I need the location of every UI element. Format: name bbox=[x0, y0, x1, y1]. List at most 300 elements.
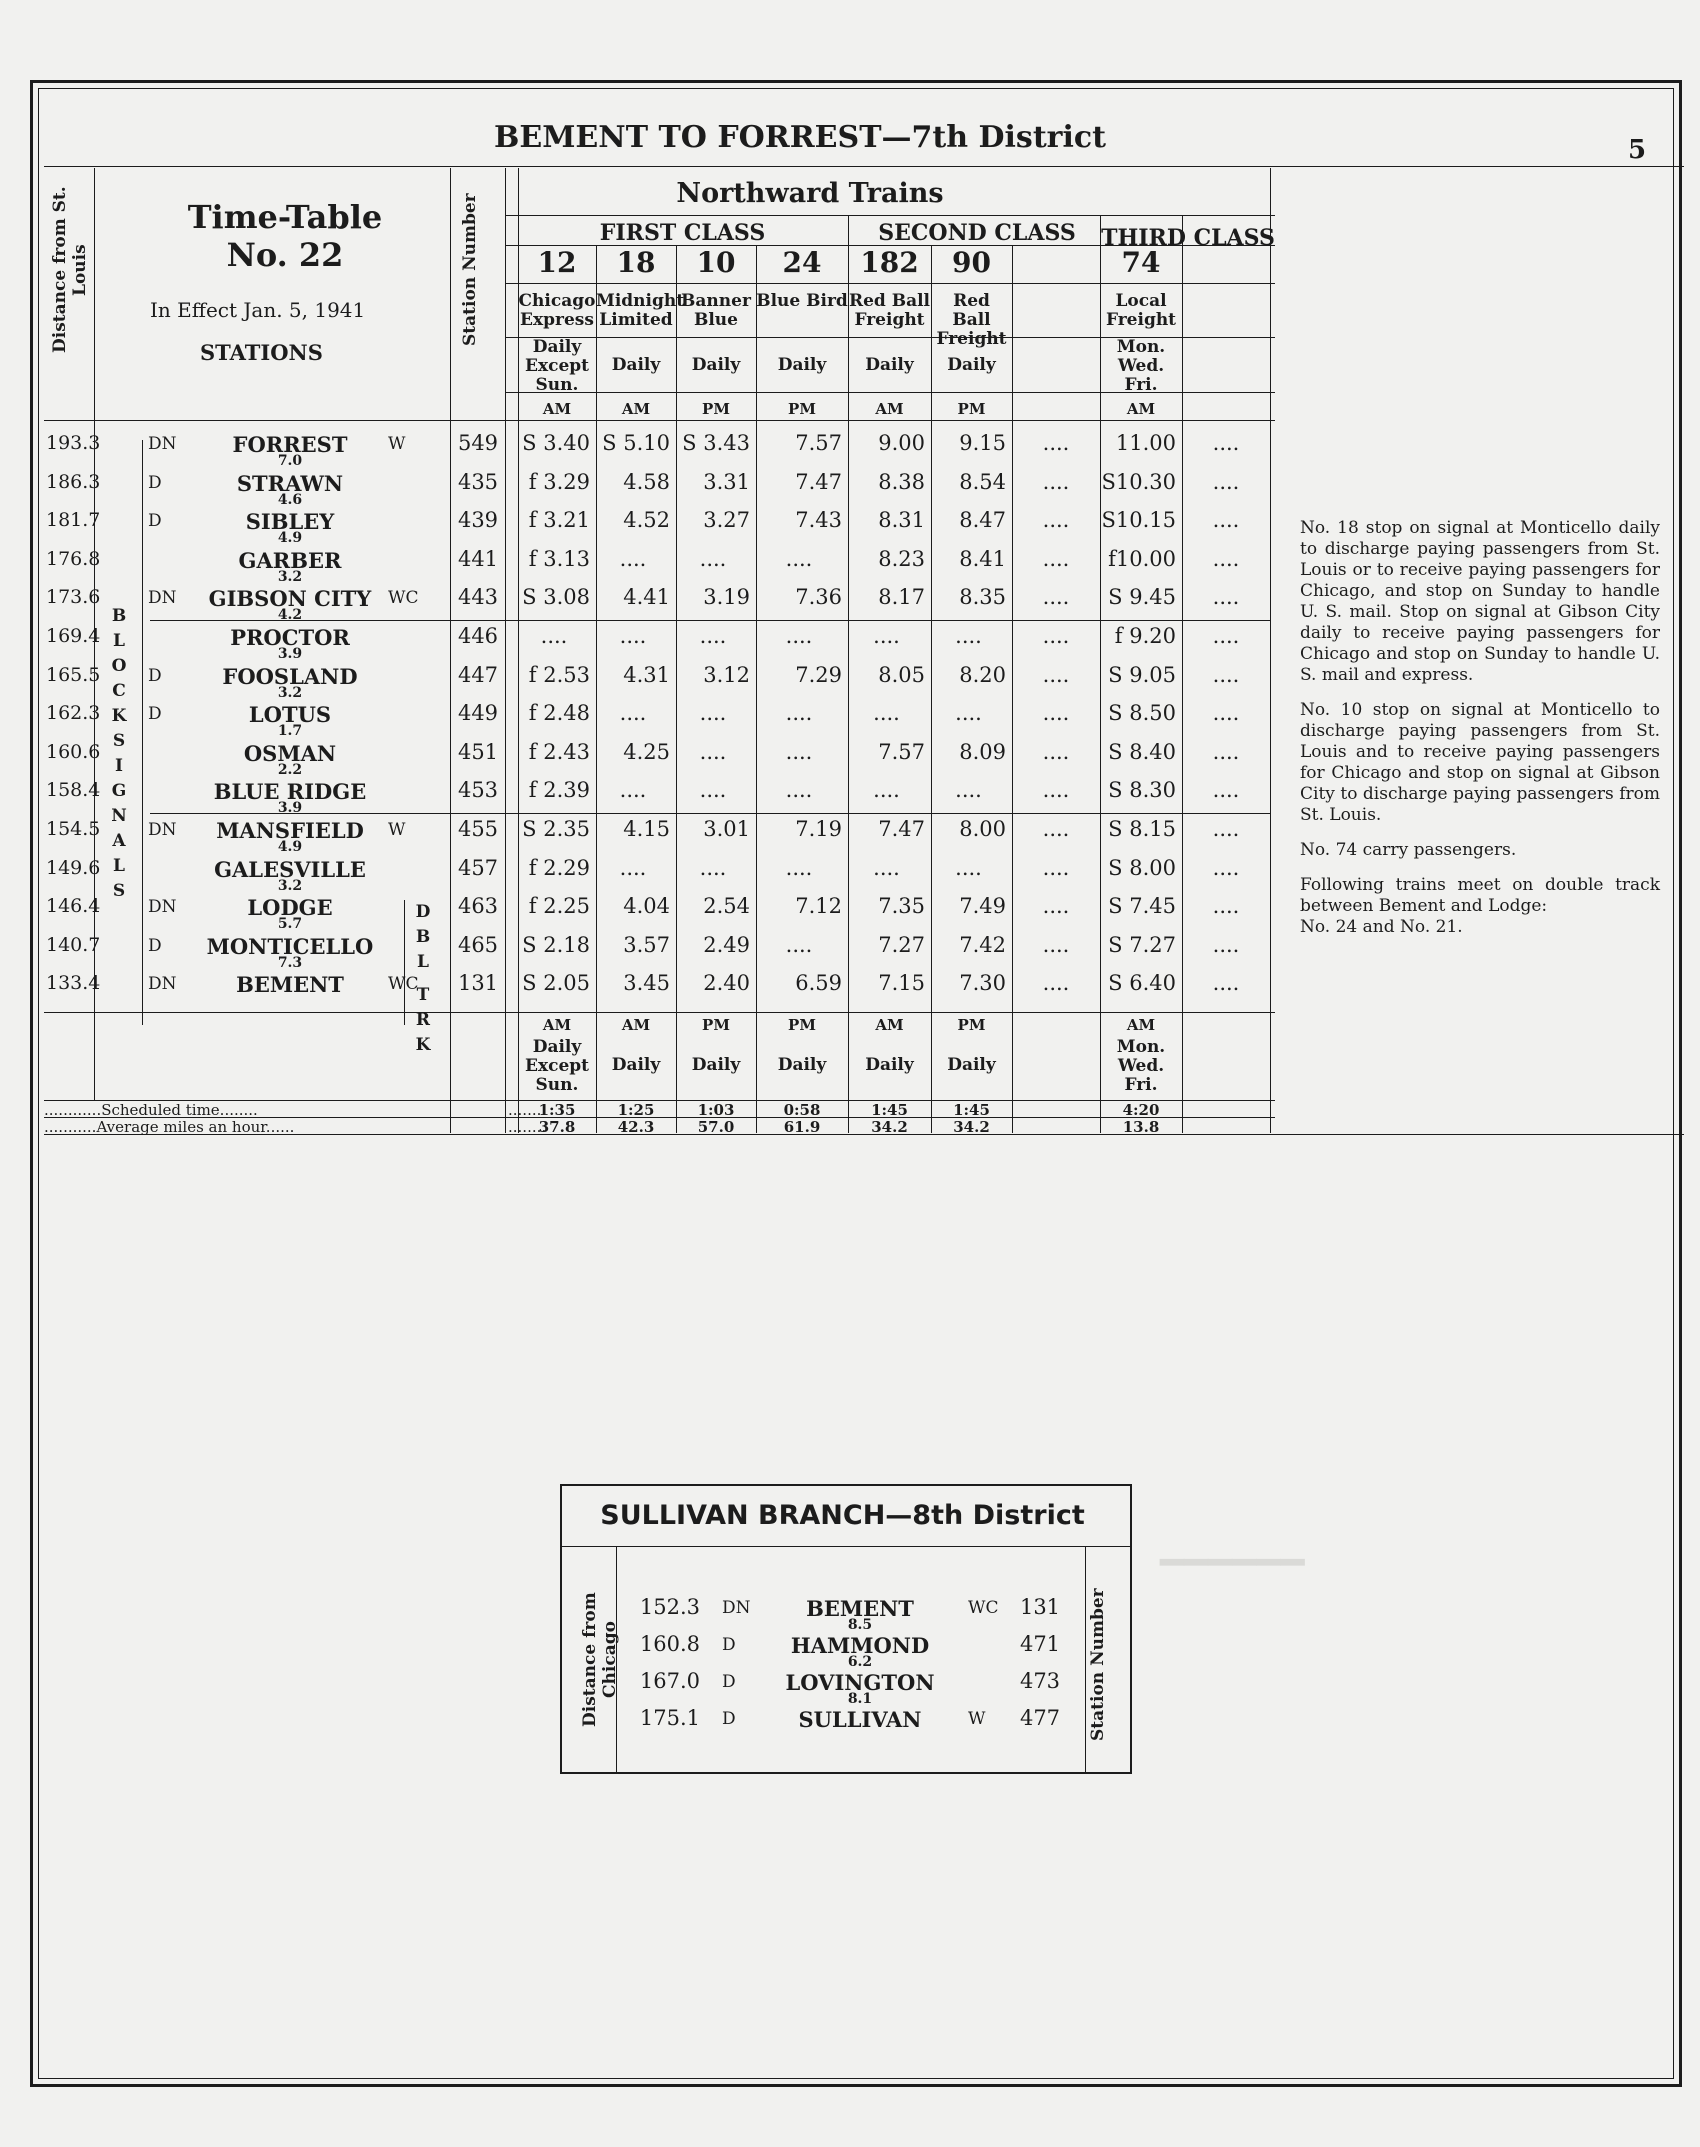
distance-from-label: Distance from St. Louis bbox=[50, 186, 90, 354]
train-ampm-top-0: AM bbox=[542, 400, 572, 418]
train-time: .... bbox=[955, 778, 982, 803]
train-time: 7.57 bbox=[795, 431, 842, 455]
train-days-4: Daily bbox=[865, 355, 914, 375]
train-ampm-top-4: AM bbox=[875, 400, 904, 418]
scheduled-time-1: 1:25 bbox=[617, 1101, 655, 1119]
train-days-bottom-4: Daily bbox=[865, 1055, 914, 1075]
sullivan-title: SULLIVAN BRANCH—8th District bbox=[600, 1500, 1085, 1531]
blank-column-dots: .... bbox=[1042, 701, 1070, 726]
train-time: S 8.30 bbox=[1108, 778, 1176, 803]
train-time: 7.43 bbox=[795, 508, 842, 533]
blank-column-dots: .... bbox=[1212, 546, 1240, 571]
stations-heading: STATIONS bbox=[200, 340, 323, 365]
train-time: 8.38 bbox=[878, 469, 925, 494]
train-ampm-bottom-2: PM bbox=[702, 1016, 730, 1034]
train-time: .... bbox=[699, 855, 727, 880]
block-letter: L bbox=[113, 631, 125, 651]
sullivan-distance: 167.0 bbox=[639, 1669, 700, 1693]
station-number: 131 bbox=[457, 971, 499, 996]
train-time: S 9.45 bbox=[1108, 585, 1176, 610]
station-office-code: D bbox=[148, 935, 162, 956]
train-time: 8.23 bbox=[878, 546, 925, 571]
station-distance: 186.3 bbox=[46, 470, 101, 493]
train-time: S 2.18 bbox=[522, 932, 590, 957]
segment-miles: 4.9 bbox=[277, 530, 303, 547]
train-time: .... bbox=[699, 739, 727, 764]
train-time: 4.31 bbox=[623, 662, 670, 687]
sullivan-segment-miles: 6.2 bbox=[847, 1654, 873, 1670]
station-office-code: D bbox=[148, 511, 162, 532]
train-ampm-bottom-3: PM bbox=[788, 1016, 816, 1034]
train-time: f 2.25 bbox=[528, 894, 590, 919]
segment-miles: 3.9 bbox=[277, 646, 303, 662]
station-name: BLUE RIDGE bbox=[213, 779, 367, 805]
station-distance: 176.8 bbox=[46, 547, 101, 570]
station-number: 447 bbox=[457, 662, 499, 687]
train-time: .... bbox=[699, 546, 727, 571]
train-time: 8.31 bbox=[878, 508, 925, 533]
train-time: f 3.21 bbox=[528, 508, 590, 533]
segment-miles: 2.2 bbox=[277, 761, 303, 778]
dbl-letter: K bbox=[415, 1035, 431, 1055]
blank-column-dots: .... bbox=[1212, 662, 1240, 687]
train-time: 4.15 bbox=[623, 817, 670, 841]
station-name: LODGE bbox=[247, 895, 333, 921]
dbl-letter: L bbox=[417, 952, 429, 972]
train-days-bottom-1: Daily bbox=[611, 1055, 661, 1075]
train-days-6: Mon. Wed. Fri. bbox=[1116, 337, 1166, 395]
train-time: .... bbox=[785, 932, 813, 957]
train-time: .... bbox=[619, 701, 647, 726]
station-number: 463 bbox=[457, 894, 499, 919]
segment-miles: 7.0 bbox=[277, 453, 303, 469]
station-name: PROCTOR bbox=[230, 625, 350, 650]
blank-column-dots: .... bbox=[1212, 624, 1240, 648]
station-distance: 165.5 bbox=[46, 663, 101, 686]
station-office-code: D bbox=[148, 665, 162, 686]
station-number: 455 bbox=[457, 817, 499, 841]
col-div-3 bbox=[676, 245, 677, 1133]
train-number-6: 74 bbox=[1121, 246, 1161, 279]
station-name: GALESVILLE bbox=[214, 856, 366, 882]
segment-miles: 1.7 bbox=[277, 723, 303, 740]
timetable-line1: Time-Table bbox=[187, 198, 383, 236]
train-time: 7.35 bbox=[878, 894, 925, 919]
scheduled-time-label: ............Scheduled time........ bbox=[44, 1101, 258, 1119]
third-class-heading: THIRD CLASS bbox=[1101, 225, 1275, 251]
train-time: .... bbox=[699, 701, 727, 726]
segment-miles: 3.2 bbox=[277, 684, 303, 701]
blank-column-dots: .... bbox=[1042, 662, 1070, 687]
station-distance: 146.4 bbox=[46, 895, 101, 918]
train-ampm-bottom-4: AM bbox=[875, 1016, 904, 1034]
scheduled-time-4: 1:45 bbox=[871, 1101, 908, 1119]
train-time: 8.35 bbox=[959, 585, 1006, 610]
blank-column-dots: .... bbox=[1042, 932, 1070, 957]
segment-miles: 7.3 bbox=[277, 954, 303, 971]
station-name: STRAWN bbox=[236, 470, 344, 496]
train-time: .... bbox=[619, 546, 647, 571]
train-name-1: Midnight Limited bbox=[596, 291, 685, 330]
train-days-bottom-6: Mon. Wed. Fri. bbox=[1116, 1037, 1166, 1095]
blank-column-dots: .... bbox=[1042, 585, 1070, 610]
dbl-bracket-left bbox=[404, 900, 405, 1025]
blank-column-dots: .... bbox=[1042, 894, 1070, 919]
blank-column-dots: .... bbox=[1042, 508, 1070, 533]
train-time: 7.57 bbox=[878, 739, 925, 764]
train-time: .... bbox=[785, 546, 813, 571]
blank-column-dots: .... bbox=[1212, 585, 1240, 610]
station-distance: 162.3 bbox=[46, 702, 101, 725]
train-time: 3.27 bbox=[703, 508, 750, 533]
block-letter: I bbox=[115, 756, 123, 776]
segment-miles: 4.2 bbox=[277, 607, 303, 624]
blank-column-dots: .... bbox=[1042, 971, 1070, 996]
sullivan-distance: 152.3 bbox=[639, 1595, 700, 1619]
page-number: 5 bbox=[1628, 135, 1647, 165]
section-rule bbox=[150, 620, 1270, 621]
blank-column-dots: .... bbox=[1212, 739, 1240, 764]
train-ampm-bottom-6: AM bbox=[1126, 1016, 1156, 1034]
col-div-4 bbox=[756, 245, 757, 1133]
sullivan-station-name: SULLIVAN bbox=[798, 1707, 922, 1732]
train-time: S 8.50 bbox=[1108, 701, 1176, 726]
train-time: f 2.39 bbox=[528, 778, 590, 803]
train-time: 8.00 bbox=[959, 817, 1006, 841]
train-number-4: 182 bbox=[860, 246, 919, 279]
blank-column-dots: .... bbox=[1212, 469, 1240, 494]
train-time: .... bbox=[785, 701, 813, 726]
station-name: BEMENT bbox=[236, 972, 344, 998]
train-days-bottom-2: Daily bbox=[691, 1055, 741, 1075]
blank-column-dots: .... bbox=[1042, 624, 1070, 648]
segment-miles: 3.9 bbox=[277, 800, 303, 817]
station-number: 453 bbox=[457, 778, 499, 803]
station-name: OSMAN bbox=[243, 740, 337, 766]
station-number: 465 bbox=[457, 932, 499, 957]
train-time: 7.49 bbox=[959, 894, 1006, 919]
station-name: LOTUS bbox=[248, 702, 332, 728]
effective-date: In Effect Jan. 5, 1941 bbox=[150, 298, 366, 322]
train-time: 11.00 bbox=[1115, 431, 1176, 455]
station-distance: 193.3 bbox=[46, 432, 101, 454]
scheduled-time-5: 1:45 bbox=[953, 1101, 990, 1119]
sullivan-distance: 175.1 bbox=[639, 1706, 700, 1730]
train-time: S 8.15 bbox=[1108, 817, 1176, 841]
second-class-heading: SECOND CLASS bbox=[878, 220, 1076, 246]
blank-column-dots: .... bbox=[1212, 701, 1240, 726]
train-time: 7.19 bbox=[795, 817, 842, 841]
train-time: S 3.08 bbox=[522, 585, 590, 610]
train-time: S 9.05 bbox=[1108, 662, 1176, 687]
train-days-5: Daily bbox=[947, 355, 996, 375]
station-name: GARBER bbox=[238, 547, 342, 573]
note-1: No. 18 stop on signal at Monticello daily to discharge paying passengers from St. Louis or to receive paying passengers for Chicago, and stop on Sunday to handle U. S. mail. Stop on signal at Gibson City daily to receive paying passengers for Chicago and stop on Sunday to handle U. S. mail and express. bbox=[1300, 518, 1660, 685]
sullivan-distance-label: Distance from Chicago bbox=[580, 1592, 620, 1728]
train-time: 7.29 bbox=[795, 662, 842, 687]
train-time: f 3.29 bbox=[528, 469, 590, 494]
sullivan-facility: W bbox=[968, 1709, 986, 1729]
station-number: 435 bbox=[457, 469, 499, 494]
train-time: .... bbox=[955, 855, 982, 880]
train-time: S 8.00 bbox=[1108, 855, 1176, 880]
station-office-code: D bbox=[148, 472, 162, 493]
blank-column-dots: .... bbox=[1042, 431, 1070, 455]
station-number: 549 bbox=[457, 431, 499, 455]
train-ampm-top-6: AM bbox=[1126, 400, 1156, 418]
train-ampm-bottom-0: AM bbox=[542, 1016, 572, 1034]
train-time: f10.00 bbox=[1108, 546, 1176, 571]
average-speed-4: 34.2 bbox=[871, 1118, 908, 1136]
train-time: 8.47 bbox=[959, 508, 1006, 533]
blank-column-dots: .... bbox=[1212, 817, 1240, 841]
train-time: .... bbox=[873, 855, 900, 880]
train-number-rule bbox=[505, 283, 1275, 284]
station-distance: 149.6 bbox=[46, 856, 101, 879]
train-time: f 3.13 bbox=[528, 546, 590, 571]
train-time: f 9.20 bbox=[1114, 624, 1176, 648]
train-time: .... bbox=[873, 778, 900, 803]
train-time: 8.09 bbox=[959, 739, 1006, 764]
note-3: No. 74 carry passengers. bbox=[1300, 840, 1517, 860]
block-letter: K bbox=[111, 706, 127, 726]
train-time: 3.19 bbox=[703, 585, 750, 610]
train-time: f 2.48 bbox=[528, 701, 590, 726]
train-time: 4.52 bbox=[623, 508, 670, 533]
train-name-5: Red Ball Freight bbox=[936, 291, 1007, 349]
average-miles-label: ...........Average miles an hour...... bbox=[44, 1118, 295, 1136]
station-distance: 140.7 bbox=[46, 933, 101, 956]
sullivan-segment-miles: 8.5 bbox=[847, 1617, 873, 1633]
station-number-label: Station Number bbox=[460, 193, 480, 347]
train-ampm-bottom-5: PM bbox=[957, 1016, 986, 1034]
scheduled-time-3: 0:58 bbox=[783, 1101, 821, 1119]
sullivan-facility: WC bbox=[968, 1598, 999, 1618]
scheduled-time-2: 1:03 bbox=[697, 1101, 735, 1119]
average-speed-6: 13.8 bbox=[1122, 1118, 1160, 1136]
col-div-10 bbox=[1270, 168, 1271, 1133]
average-speed-5: 34.2 bbox=[953, 1118, 990, 1136]
sullivan-station-number: 473 bbox=[1019, 1669, 1061, 1693]
page-title: BEMENT TO FORREST—7th District bbox=[493, 120, 1106, 155]
train-time: .... bbox=[785, 739, 813, 764]
train-time: .... bbox=[785, 855, 813, 880]
sullivan-title-rule bbox=[562, 1546, 1130, 1547]
timetable-title bbox=[150, 198, 420, 274]
col-div-7 bbox=[1012, 245, 1013, 1133]
station-office-code: DN bbox=[148, 434, 177, 454]
train-name-3: Blue Bird bbox=[756, 291, 848, 311]
station-distance: 169.4 bbox=[46, 625, 101, 647]
sullivan-station-name: LOVINGTON bbox=[785, 1670, 935, 1695]
station-distance: 173.6 bbox=[46, 586, 101, 609]
blank-column-dots: .... bbox=[1212, 431, 1240, 455]
block-letter: B bbox=[111, 606, 127, 626]
average-speed-2: 57.0 bbox=[697, 1118, 735, 1136]
train-time: f 2.43 bbox=[528, 739, 590, 764]
station-distance: 158.4 bbox=[46, 779, 101, 802]
block-letter: C bbox=[112, 681, 126, 701]
sullivan-station-name: BEMENT bbox=[806, 1596, 914, 1621]
block-letter: A bbox=[112, 831, 126, 851]
train-time: S 2.05 bbox=[522, 971, 590, 996]
train-ampm-top-1: AM bbox=[621, 400, 651, 418]
sullivan-office-code: D bbox=[722, 1635, 736, 1655]
first-class-heading: FIRST CLASS bbox=[599, 220, 766, 246]
train-number-5: 90 bbox=[952, 246, 991, 279]
station-facility: W bbox=[388, 820, 406, 840]
station-number: 451 bbox=[457, 739, 499, 764]
train-time: 8.17 bbox=[878, 585, 925, 610]
train-time: .... bbox=[785, 778, 813, 803]
train-time: .... bbox=[873, 624, 900, 648]
block-letter: O bbox=[111, 656, 127, 676]
blank-column-dots: .... bbox=[1042, 546, 1070, 571]
station-distance: 133.4 bbox=[46, 972, 101, 995]
blank-column-dots: .... bbox=[1042, 817, 1070, 841]
blank-column-dots: .... bbox=[1212, 971, 1240, 996]
train-days-bottom-3: Daily bbox=[777, 1055, 827, 1075]
col-div-6 bbox=[931, 245, 932, 1133]
sullivan-segment-miles: 8.1 bbox=[847, 1691, 873, 1707]
train-days-1: Daily bbox=[611, 355, 661, 375]
blank-column-dots: .... bbox=[1042, 469, 1070, 494]
train-time: .... bbox=[785, 624, 813, 648]
station-number: 441 bbox=[457, 546, 499, 571]
station-office-code: DN bbox=[148, 974, 177, 995]
dbl-letter: T bbox=[416, 985, 430, 1005]
train-time: 7.12 bbox=[795, 894, 842, 919]
train-time: .... bbox=[699, 624, 727, 648]
train-time: 2.40 bbox=[703, 971, 750, 996]
train-time: 3.57 bbox=[623, 932, 670, 957]
sullivan-distance: 160.8 bbox=[639, 1632, 700, 1656]
dir-rule bbox=[505, 215, 1275, 216]
train-time: 4.04 bbox=[623, 894, 670, 919]
train-time: S 5.10 bbox=[602, 431, 670, 455]
blank-column-dots: .... bbox=[1212, 508, 1240, 533]
train-time: 3.45 bbox=[623, 971, 670, 996]
train-ampm-top-5: PM bbox=[957, 400, 986, 418]
train-time: S 2.35 bbox=[522, 817, 590, 841]
train-number-3: 24 bbox=[782, 246, 822, 279]
block-letter: N bbox=[111, 806, 127, 826]
train-days-0: Daily Except Sun. bbox=[525, 337, 589, 395]
sullivan-office-code: D bbox=[722, 1672, 736, 1692]
train-time: S 3.43 bbox=[682, 431, 750, 455]
station-facility: W bbox=[388, 434, 406, 454]
blank-column-dots: .... bbox=[1042, 855, 1070, 880]
scheduled-time-6: 4:20 bbox=[1122, 1101, 1160, 1119]
station-office-code: DN bbox=[148, 820, 177, 840]
average-speed-3: 61.9 bbox=[783, 1118, 821, 1136]
station-name: MANSFIELD bbox=[216, 818, 364, 843]
train-time: 7.30 bbox=[959, 971, 1006, 996]
blank-column-dots: .... bbox=[1212, 778, 1240, 803]
train-time: S10.15 bbox=[1101, 508, 1176, 533]
train-name-6: Local Freight bbox=[1105, 291, 1177, 330]
blank-column-dots: .... bbox=[1042, 739, 1070, 764]
block-letter: L bbox=[113, 856, 125, 876]
train-time: 8.41 bbox=[959, 546, 1006, 571]
train-time: .... bbox=[955, 701, 982, 726]
station-name: FORREST bbox=[232, 432, 348, 457]
station-office-code: DN bbox=[148, 897, 177, 918]
block-signals-label bbox=[104, 604, 134, 904]
sullivan-num-rule bbox=[1085, 1546, 1086, 1774]
train-time: S 3.40 bbox=[522, 431, 590, 455]
train-ampm-top-2: PM bbox=[702, 400, 730, 418]
station-distance: 154.5 bbox=[46, 818, 101, 840]
sullivan-station-name: HAMMOND bbox=[790, 1633, 930, 1658]
timetable-line2: No. 22 bbox=[226, 236, 344, 274]
train-time: 9.00 bbox=[878, 431, 925, 455]
show-through-ghost: ━━━━━━ bbox=[1160, 1539, 1305, 1586]
train-time: S 7.45 bbox=[1108, 894, 1176, 919]
note-5: No. 24 and No. 21. bbox=[1300, 917, 1463, 937]
train-time: 9.15 bbox=[959, 431, 1006, 455]
train-time: S10.30 bbox=[1101, 469, 1176, 494]
train-time: 4.41 bbox=[623, 585, 670, 610]
train-time: 2.49 bbox=[703, 932, 750, 957]
notes-block bbox=[1300, 518, 1660, 938]
train-time: 3.12 bbox=[703, 662, 750, 687]
train-time: 7.47 bbox=[878, 817, 925, 841]
train-time: 7.42 bbox=[959, 932, 1006, 957]
train-time: S 6.40 bbox=[1108, 971, 1176, 996]
train-time: 2.54 bbox=[703, 894, 750, 919]
dots-stnum-1: ........ bbox=[508, 1101, 547, 1119]
station-office-code: DN bbox=[148, 588, 177, 609]
station-col-rule bbox=[450, 168, 451, 1133]
section-rule bbox=[150, 813, 1270, 814]
train-time: 3.01 bbox=[703, 817, 750, 841]
station-facility: WC bbox=[388, 974, 419, 995]
sullivan-station-label: Station Number bbox=[1088, 1588, 1108, 1742]
sullivan-station-number: 477 bbox=[1019, 1706, 1061, 1730]
average-speed-0: 37.8 bbox=[538, 1118, 576, 1136]
average-speed-1: 42.3 bbox=[617, 1118, 655, 1136]
segment-miles: 5.7 bbox=[277, 916, 303, 933]
train-time: 6.59 bbox=[795, 971, 842, 996]
train-time: 3.31 bbox=[703, 469, 750, 494]
segment-miles: 4.9 bbox=[277, 839, 303, 855]
train-number-0: 12 bbox=[537, 246, 577, 279]
train-time: f 2.29 bbox=[528, 855, 590, 880]
station-facility: WC bbox=[388, 588, 419, 609]
note-2: No. 10 stop on signal at Monticello to discharge paying passengers from St. Louis and to receive paying passengers for Chicago and stop on signal at Gibson City to discharge paying passengers from St. Louis. bbox=[1300, 700, 1660, 825]
station-number: 439 bbox=[457, 508, 499, 533]
blank-column-dots: .... bbox=[1042, 778, 1070, 803]
sullivan-office-code: D bbox=[722, 1709, 736, 1729]
segment-miles: 3.2 bbox=[277, 568, 303, 585]
station-distance: 160.6 bbox=[46, 740, 101, 763]
train-time: .... bbox=[619, 624, 647, 648]
station-office-code: D bbox=[148, 704, 162, 725]
train-time: 8.20 bbox=[959, 662, 1006, 687]
northward-heading: Northward Trains bbox=[676, 178, 944, 209]
train-days-2: Daily bbox=[691, 355, 741, 375]
block-letter: S bbox=[112, 731, 126, 751]
train-name-4: Red Ball Freight bbox=[848, 291, 931, 330]
ampm-rule bbox=[44, 420, 1275, 421]
scheduled-time-0: 1:35 bbox=[538, 1101, 576, 1119]
train-days-bottom-5: Daily bbox=[947, 1055, 996, 1075]
train-name-0: Chicago Express bbox=[518, 291, 596, 330]
blank-column-dots: .... bbox=[1212, 932, 1240, 957]
sullivan-office-code: DN bbox=[722, 1598, 751, 1618]
blank-column-dots: .... bbox=[1212, 855, 1240, 880]
